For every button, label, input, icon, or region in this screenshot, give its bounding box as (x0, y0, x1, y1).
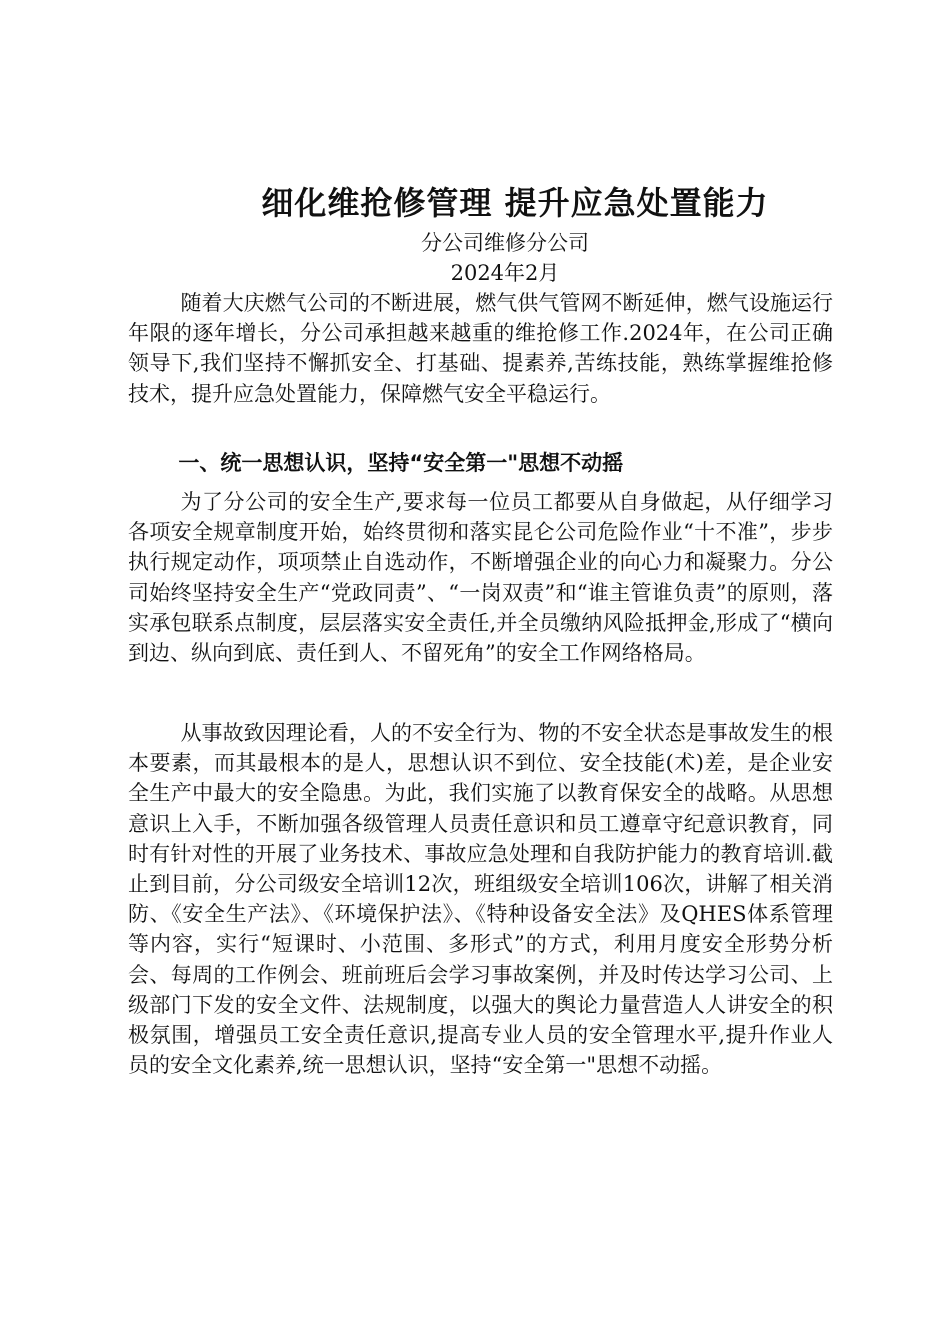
document-date: 2024年2月 (450, 261, 560, 285)
document-title: 细化维抢修管理 提升应急处置能力 (261, 184, 769, 222)
document-organization: 分公司维修分公司 (421, 231, 589, 255)
section-paragraph-1: 为了分公司的安全生产,要求每一位员工都要从自身做起，从仔细学习各项安全规章制度开始，始终贯彻和落实昆仑公司危险作业“十不准”，步步执行规定动作，项项禁止自选动作，不断增强企业的向心力和凝聚力。分公司始终坚持安全生产“党政同责”、“一岗双责”和“谁主管谁负责”的原则，落实承包联系点制度，层层落实安全责任,并全员缴纳风险抵押金,形成了“横向到边、纵向到底、责任到人、不留死角”的安全工作网络格局。 (128, 490, 833, 666)
intro-paragraph: 随着大庆燃气公司的不断进展，燃气供气管网不断延伸，燃气设施运行年限的逐年增长，分公司承担越来越重的维抢修工作.2024年，在公司正确领导下,我们坚持不懈抓安全、打基础、提素养,苦练技能，熟练掌握维抢修技术，提升应急处置能力，保障燃气安全平稳运行。 (128, 291, 833, 406)
section-heading: 一、统一思想认识，坚持“安全第一"思想不动摇 (178, 451, 624, 475)
section-paragraph-2: 从事故致因理论看，人的不安全行为、物的不安全状态是事故发生的根本要素，而其最根本的是人，思想认识不到位、安全技能(术)差，是企业安全生产中最大的安全隐患。为此，我们实施了以教育保安全的战略。从思想意识上入手，不断加强各级管理人员责任意识和员工遵章守纪意识教育，同时有针对性的开展了业务技术、事故应急处理和自我防护能力的教育培训.截止到目前，分公司级安全培训12次，班组级安全培训106次，讲解了相关消防、《安全生产法》、《环境保护法》、《特种设备安全法》及QHES体系管理等内容，实行“短课时、小范围、多形式”的方式，利用月度安全形势分析会、每周的工作例会、班前班后会学习事故案例，并及时传达学习公司、上级部门下发的安全文件、法规制度，以强大的舆论力量营造人人讲安全的积极氛围，增强员工安全责任意识,提高专业人员的安全管理水平,提升作业人员的安全文化素养,统一思想认识，坚持“安全第一"思想不动摇。 (128, 721, 833, 1078)
